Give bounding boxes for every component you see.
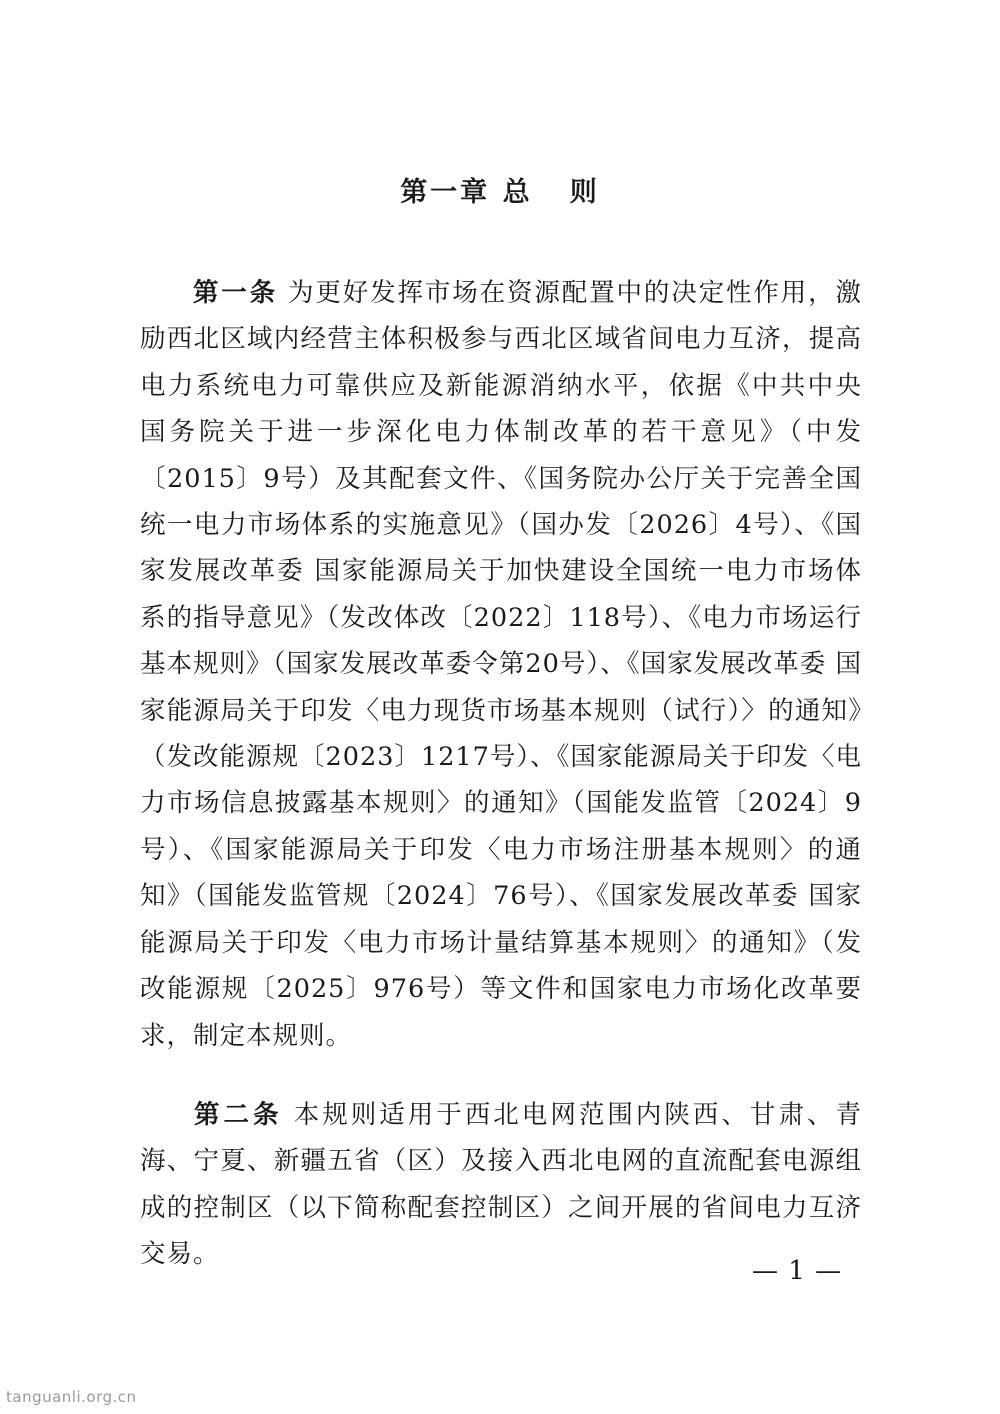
page-number: — 1 — xyxy=(752,1256,843,1286)
article-1-label: 第一条 xyxy=(192,278,278,308)
article-2-label: 第二条 xyxy=(192,1100,283,1130)
article-1-text: 为更好发挥市场在资源配置中的决定性作用，激励西北区域内经营主体积极参与西北区域省间电力互济，提高电力系统电力可靠供应及新能源消纳水平，依据《中共中央 国务院关于进一步深化电力体制改革的若干意见》（中发〔2015〕9号）及其配套文件、《国务院办公厅关于完善全国统一电力市场体系的实施意见》（国办发〔2026〕4号）、《国家发展改革委 国家能源局关于加快建设全国统一电力市场体系的指导意见》（发改体改〔2022〕118号）、《电力市场运行基本规则》（国家发展改革委令第20号）、《国家发展改革委 国家能源局关于印发〈电力现货市场基本规则（试行）〉的通知》（发改能源规〔2023〕1217号）、《国家能源局关于印发〈电力市场信息披露基本规则〉的通知》（国能发监管〔2024〕9号）、《国家能源局关于印发〈电力市场注册基本规则〉的通知》（国能发监管规〔2024〕76号）、《国家发展改革委 国家能源局关于印发〈电力市场计量结算基本规则〉的通知》（发改能源规〔2025〕976号）等文件和国家电力市场化改革要求，制定本规则。 xyxy=(140,278,862,1051)
article-2-paragraph xyxy=(140,1092,862,1278)
article-2-text: 本规则适用于西北电网范围内陕西、甘肃、青海、宁夏、新疆五省（区）及接入西北电网的直流配套电源组成的控制区（以下简称配套控制区）之间开展的省间电力互济交易。 xyxy=(140,1100,862,1270)
article-1-paragraph xyxy=(140,270,862,1059)
site-watermark: tanguanli.org.cn xyxy=(6,1388,137,1406)
chapter-title: 第一章 总 则 xyxy=(400,177,600,208)
